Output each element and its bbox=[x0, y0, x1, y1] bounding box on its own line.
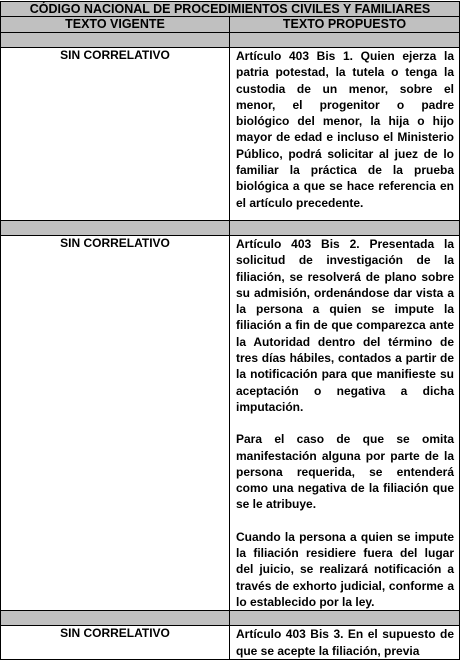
vigente-cell: SIN CORRELATIVO bbox=[1, 236, 230, 611]
column-header-vigente: TEXTO VIGENTE bbox=[1, 17, 230, 33]
article-paragraph: Cuando la persona a quien se impute la filiación residiere fuera del lugar del juicio, se realizará notificación a través de exhorto judicial, conforme a lo establecido por la ley. bbox=[236, 529, 455, 609]
article-paragraph: Artículo 403 Bis 3. En el supuesto de que se acepte la filiación, previa bbox=[236, 627, 455, 658]
article-paragraph: Para el caso de que se omita manifestación alguna por parte de la persona requerida, se entenderá como una negativa de la filiación que se le atribuye. bbox=[236, 432, 455, 512]
title-row bbox=[1, 2, 460, 17]
spacer-row bbox=[1, 611, 460, 626]
spacer-row bbox=[1, 221, 460, 236]
article-paragraph: Artículo 403 Bis 1. Quien ejerza la patria potestad, la tutela o tenga la custodia de un menor, sobre el menor, el progenitor o padre biológico del menor, la hija o hijo mayor de edad e incluso el Ministerio Público, podrá solicitar al juez de lo familiar la práctica de la prueba biológica a que se hace referencia en el artículo precedente. bbox=[236, 49, 455, 210]
table-title: CÓDIGO NACIONAL DE PROCEDIMIENTOS CIVILES Y FAMILIARES bbox=[1, 2, 460, 17]
propuesto-cell bbox=[230, 48, 460, 221]
spacer-row bbox=[1, 33, 460, 48]
vigente-cell: SIN CORRELATIVO bbox=[1, 626, 230, 660]
table-row bbox=[1, 626, 460, 660]
comparison-table bbox=[0, 1, 460, 660]
table-row bbox=[1, 236, 460, 611]
header-row bbox=[1, 17, 460, 33]
column-header-propuesto: TEXTO PROPUESTO bbox=[230, 17, 460, 33]
article-paragraph: Artículo 403 Bis 2. Presentada la solicitud de investigación de la filiación, se resolverá de plano sobre su admisión, ordenándose dar vista a la persona a quien se impute la filiación a fin de que comparezca ante la Autoridad dentro del término de tres días hábiles, contados a partir de la notificación para que manifieste su aceptación o negativa a dicha imputación. bbox=[236, 237, 455, 414]
vigente-cell: SIN CORRELATIVO bbox=[1, 48, 230, 221]
propuesto-cell bbox=[230, 626, 460, 660]
table-row bbox=[1, 48, 460, 221]
propuesto-cell bbox=[230, 236, 460, 611]
